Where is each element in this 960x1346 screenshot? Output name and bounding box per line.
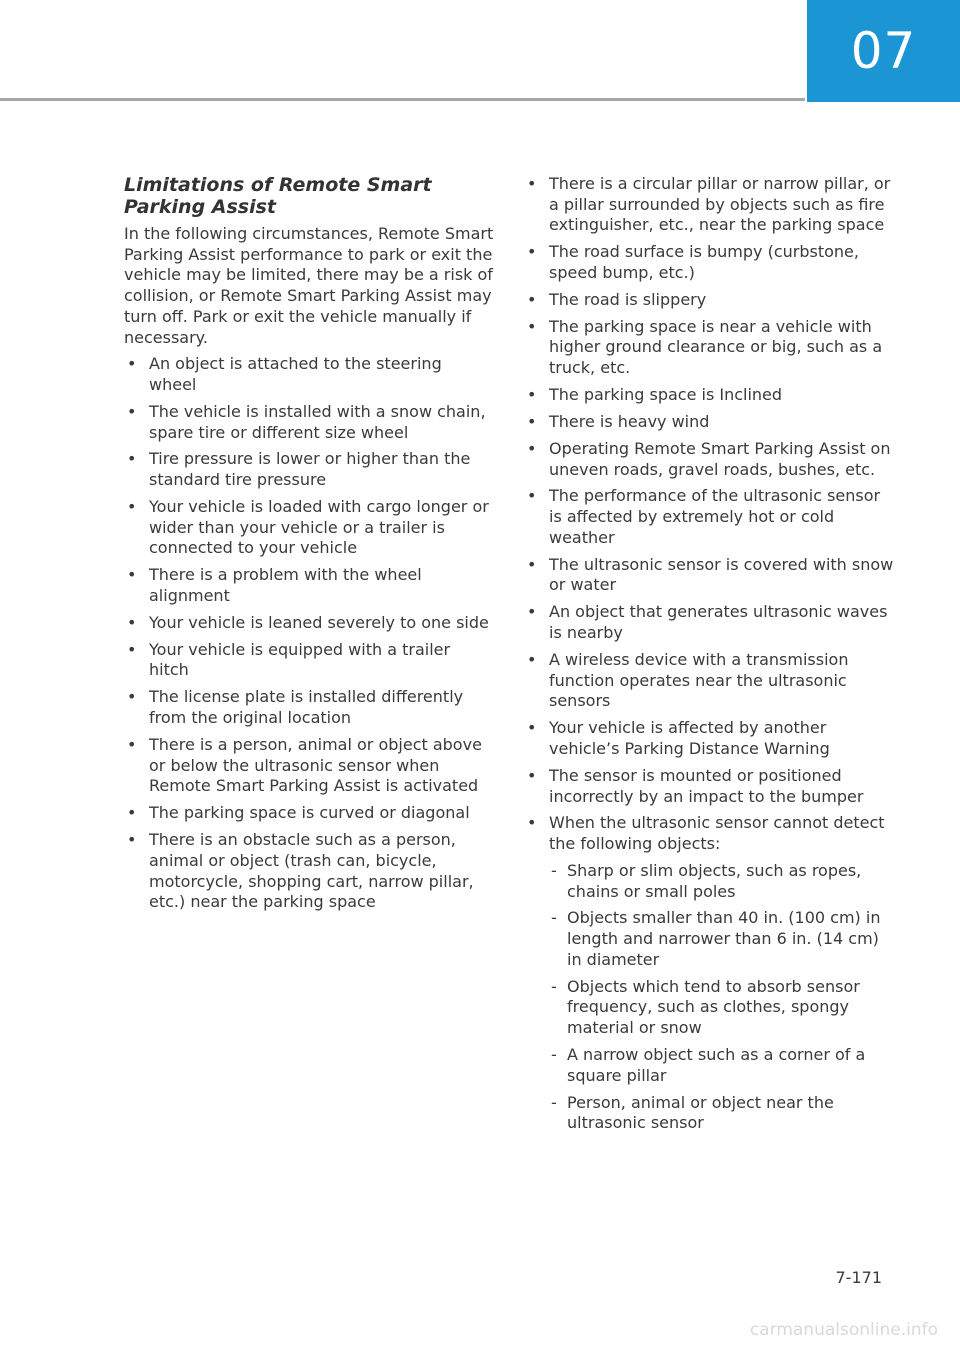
bullet-icon: • — [527, 602, 537, 622]
list-item-text: Objects smaller than 40 in. (100 cm) in length and narrower than 6 in. (14 cm) in diameter — [567, 908, 881, 969]
list-item — [124, 803, 494, 824]
dash-icon: - — [551, 908, 557, 928]
bullet-icon: • — [527, 813, 537, 833]
list-item — [124, 497, 494, 559]
list-item — [524, 317, 894, 379]
header-rule — [0, 98, 805, 101]
bullet-icon: • — [527, 289, 537, 309]
list-item — [124, 735, 494, 797]
list-item — [549, 977, 894, 1039]
dash-icon: - — [551, 976, 557, 996]
list-item — [124, 830, 494, 913]
watermark-text: carmanualsonline.info — [749, 1320, 938, 1340]
section-intro: In the following circumstances, Remote Smart Parking Assist performance to park or exit the vehicle may be limited, there may be a risk of collision, or Remote Smart Parking Assist may turn off. Park or exit the vehicle manually if necessary. — [124, 224, 494, 347]
list-item — [124, 565, 494, 606]
bullet-icon: • — [527, 718, 537, 738]
list-item-text: Operating Remote Smart Parking Assist on uneven roads, gravel roads, bushes, etc. — [549, 438, 891, 479]
bullet-icon: • — [527, 174, 537, 193]
bullet-icon: • — [127, 449, 137, 469]
list-item-text: Objects which tend to absorb sensor frequency, such as clothes, spongy material or snow — [567, 976, 860, 1038]
list-item — [524, 439, 894, 480]
section-title: Limitations of Remote Smart Parking Assist — [124, 174, 432, 218]
list-item-text: The road surface is bumpy (curbstone, speed bump, etc.) — [549, 242, 859, 282]
bullet-icon: • — [127, 734, 137, 754]
list-item — [524, 385, 894, 406]
list-item — [524, 555, 894, 596]
dash-icon: - — [551, 860, 557, 880]
bullet-icon: • — [127, 401, 137, 421]
list-item-text: The parking space is Inclined — [549, 385, 783, 405]
bullet-icon: • — [527, 242, 537, 262]
list-item — [524, 412, 894, 433]
list-item — [524, 766, 894, 807]
bullet-icon: • — [527, 438, 537, 458]
bullet-icon: • — [527, 316, 537, 336]
list-item-text: A narrow object such as a corner of a square pillar — [567, 1045, 866, 1085]
bullet-icon: • — [527, 411, 537, 431]
list-item-text: Sharp or slim objects, such as ropes, chains or small poles — [567, 860, 862, 901]
left-column — [124, 174, 494, 919]
bullet-icon: • — [127, 612, 137, 632]
list-item — [524, 813, 894, 1134]
list-item-text: An object is attached to the steering wheel — [149, 354, 442, 394]
list-item-text: Your vehicle is affected by another vehicle’s Parking Distance Warning — [549, 718, 830, 758]
list-item — [524, 174, 894, 236]
right-bullet-list — [524, 174, 894, 1134]
list-item — [549, 861, 894, 902]
list-item-text: Your vehicle is loaded with cargo longer or wider than your vehicle or a trailer is connected to your vehicle — [149, 497, 489, 558]
bullet-icon: • — [127, 497, 137, 516]
list-item-text: The parking space is near a vehicle with higher ground clearance or big, such as a truck, etc. — [549, 316, 883, 378]
list-item — [549, 1045, 894, 1086]
list-item-text: There is a person, animal or object above or below the ultrasonic sensor when Remote Smart Parking Assist is activated — [149, 734, 482, 796]
bullet-icon: • — [527, 554, 537, 574]
list-item-text: There is heavy wind — [549, 411, 710, 431]
list-item — [524, 650, 894, 712]
list-item-text: There is an obstacle such as a person, animal or object (trash can, bicycle, motorcycle, shopping cart, narrow pillar, etc.) near the parking space — [149, 830, 474, 912]
chapter-tab — [807, 0, 960, 102]
list-item — [524, 602, 894, 643]
list-item-text: Person, animal or object near the ultrasonic sensor — [567, 1092, 834, 1133]
list-item — [124, 354, 494, 395]
right-column — [524, 174, 894, 1140]
list-item-text: There is a problem with the wheel alignment — [149, 565, 422, 605]
bullet-icon: • — [127, 803, 137, 823]
list-item-text: The ultrasonic sensor is covered with snow or water — [549, 554, 894, 595]
list-item — [524, 242, 894, 283]
bullet-icon: • — [527, 649, 537, 669]
list-item — [524, 486, 894, 548]
dash-icon: - — [551, 1092, 557, 1112]
list-item-text: An object that generates ultrasonic waves is nearby — [549, 602, 888, 643]
list-item-text: The sensor is mounted or positioned incorrectly by an impact to the bumper — [549, 765, 864, 806]
dash-icon: - — [551, 1045, 557, 1065]
list-item — [124, 640, 494, 681]
list-item-text: Tire pressure is lower or higher than the standard tire pressure — [149, 449, 471, 490]
bullet-icon: • — [127, 830, 137, 850]
list-item-text: The parking space is curved or diagonal — [149, 803, 470, 823]
list-item-text: The performance of the ultrasonic sensor is affected by extremely hot or cold weather — [549, 486, 881, 547]
bullet-icon: • — [127, 687, 137, 707]
list-item-text: Your vehicle is equipped with a trailer hitch — [149, 639, 451, 680]
list-item-text: Your vehicle is leaned severely to one side — [149, 612, 489, 632]
list-item-text: When the ultrasonic sensor cannot detect the following objects: — [549, 813, 885, 854]
left-bullet-list — [124, 354, 494, 913]
sub-list — [549, 861, 894, 1134]
page-number: 7-171 — [835, 1268, 882, 1287]
list-item — [124, 687, 494, 728]
list-item — [524, 718, 894, 759]
list-item — [524, 290, 894, 311]
bullet-icon: • — [127, 565, 137, 585]
bullet-icon: • — [527, 486, 537, 506]
chapter-number: 07 — [850, 22, 917, 80]
list-item-text: The license plate is installed differently from the original location — [149, 687, 464, 728]
list-item-text: There is a circular pillar or narrow pillar, or a pillar surrounded by objects such as fire extinguisher, etc., near the parking space — [549, 174, 891, 235]
bullet-icon: • — [527, 385, 537, 405]
bullet-icon: • — [527, 765, 537, 785]
bullet-icon: • — [127, 639, 137, 659]
list-item — [124, 449, 494, 490]
bullet-icon: • — [127, 354, 137, 374]
list-item-text: The road is slippery — [549, 289, 707, 309]
list-item — [124, 613, 494, 634]
list-item — [549, 908, 894, 970]
list-item-text: The vehicle is installed with a snow chain, spare tire or different size wheel — [149, 401, 486, 442]
list-item — [549, 1093, 894, 1134]
list-item — [124, 402, 494, 443]
list-item-text: A wireless device with a transmission function operates near the ultrasonic sensors — [549, 649, 849, 711]
